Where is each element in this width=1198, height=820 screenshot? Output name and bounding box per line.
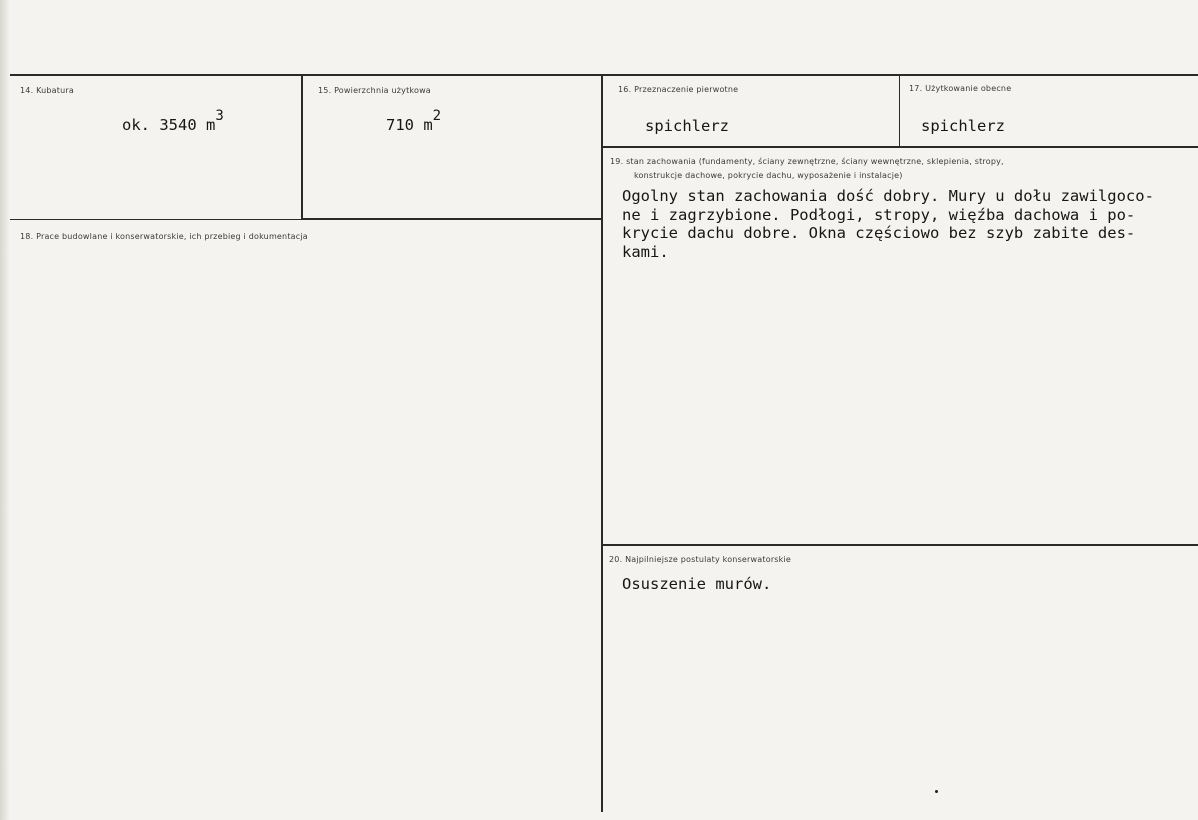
field-20-label: 20. Najpilniejsze postulaty konserwatorskie [609, 555, 792, 564]
field-15-label: 15. Powierzchnia użytkowa [318, 86, 431, 95]
field-18-label: 18. Prace budowlane i konserwatorskie, ich przebieg i dokumentacja [20, 232, 308, 241]
field-19-label-line-2: konstrukcje dachowe, pokrycie dachu, wyposażenie i instalacje) [634, 171, 903, 180]
divider-center [601, 74, 603, 812]
ink-speck [935, 790, 938, 793]
field-14-value-text: ok. 3540 m [122, 116, 216, 135]
field-14-label: 14. Kubatura [20, 86, 74, 95]
field-17-label: 17. Użytkowanie obecne [909, 84, 1012, 93]
field-15-value [386, 108, 442, 135]
field-17-value: spichlerz [921, 117, 1005, 135]
field-16-value: spichlerz [645, 117, 729, 135]
field-19-value [622, 187, 1198, 261]
top-rule [10, 74, 1198, 76]
field-15-value-text: 710 m [386, 116, 433, 135]
field-14-superscript: 3 [215, 108, 224, 124]
field-20-value: Osuszenie murów. [622, 575, 772, 593]
field-19-label-line-1: 19. stan zachowania (fundamenty, ściany zewnętrzne, ściany wewnętrzne, sklepienia, stropy, [610, 157, 1004, 166]
field-19-line-4: kami. [622, 242, 669, 261]
divider-14-15 [301, 76, 303, 220]
field-16-label: 16. Przeznaczenie pierwotne [618, 85, 739, 94]
field-19-line-2: ne i zagrzybione. Podłogi, stropy, więźba dachowa i po- [622, 205, 1136, 224]
rule-under-14 [10, 219, 302, 220]
field-19-line-3: krycie dachu dobre. Okna częściowo bez szyb zabite des- [622, 224, 1136, 242]
paper-edge-shadow [0, 0, 10, 820]
rule-above-20 [603, 544, 1198, 546]
field-19-line-1: Ogolny stan zachowania dość dobry. Mury u dołu zawilgoco- [622, 187, 1154, 205]
rule-under-16-17 [603, 146, 1198, 148]
divider-16-17 [899, 76, 900, 146]
rule-under-15 [303, 218, 601, 220]
field-15-superscript: 2 [432, 108, 442, 124]
field-14-value [122, 108, 224, 135]
